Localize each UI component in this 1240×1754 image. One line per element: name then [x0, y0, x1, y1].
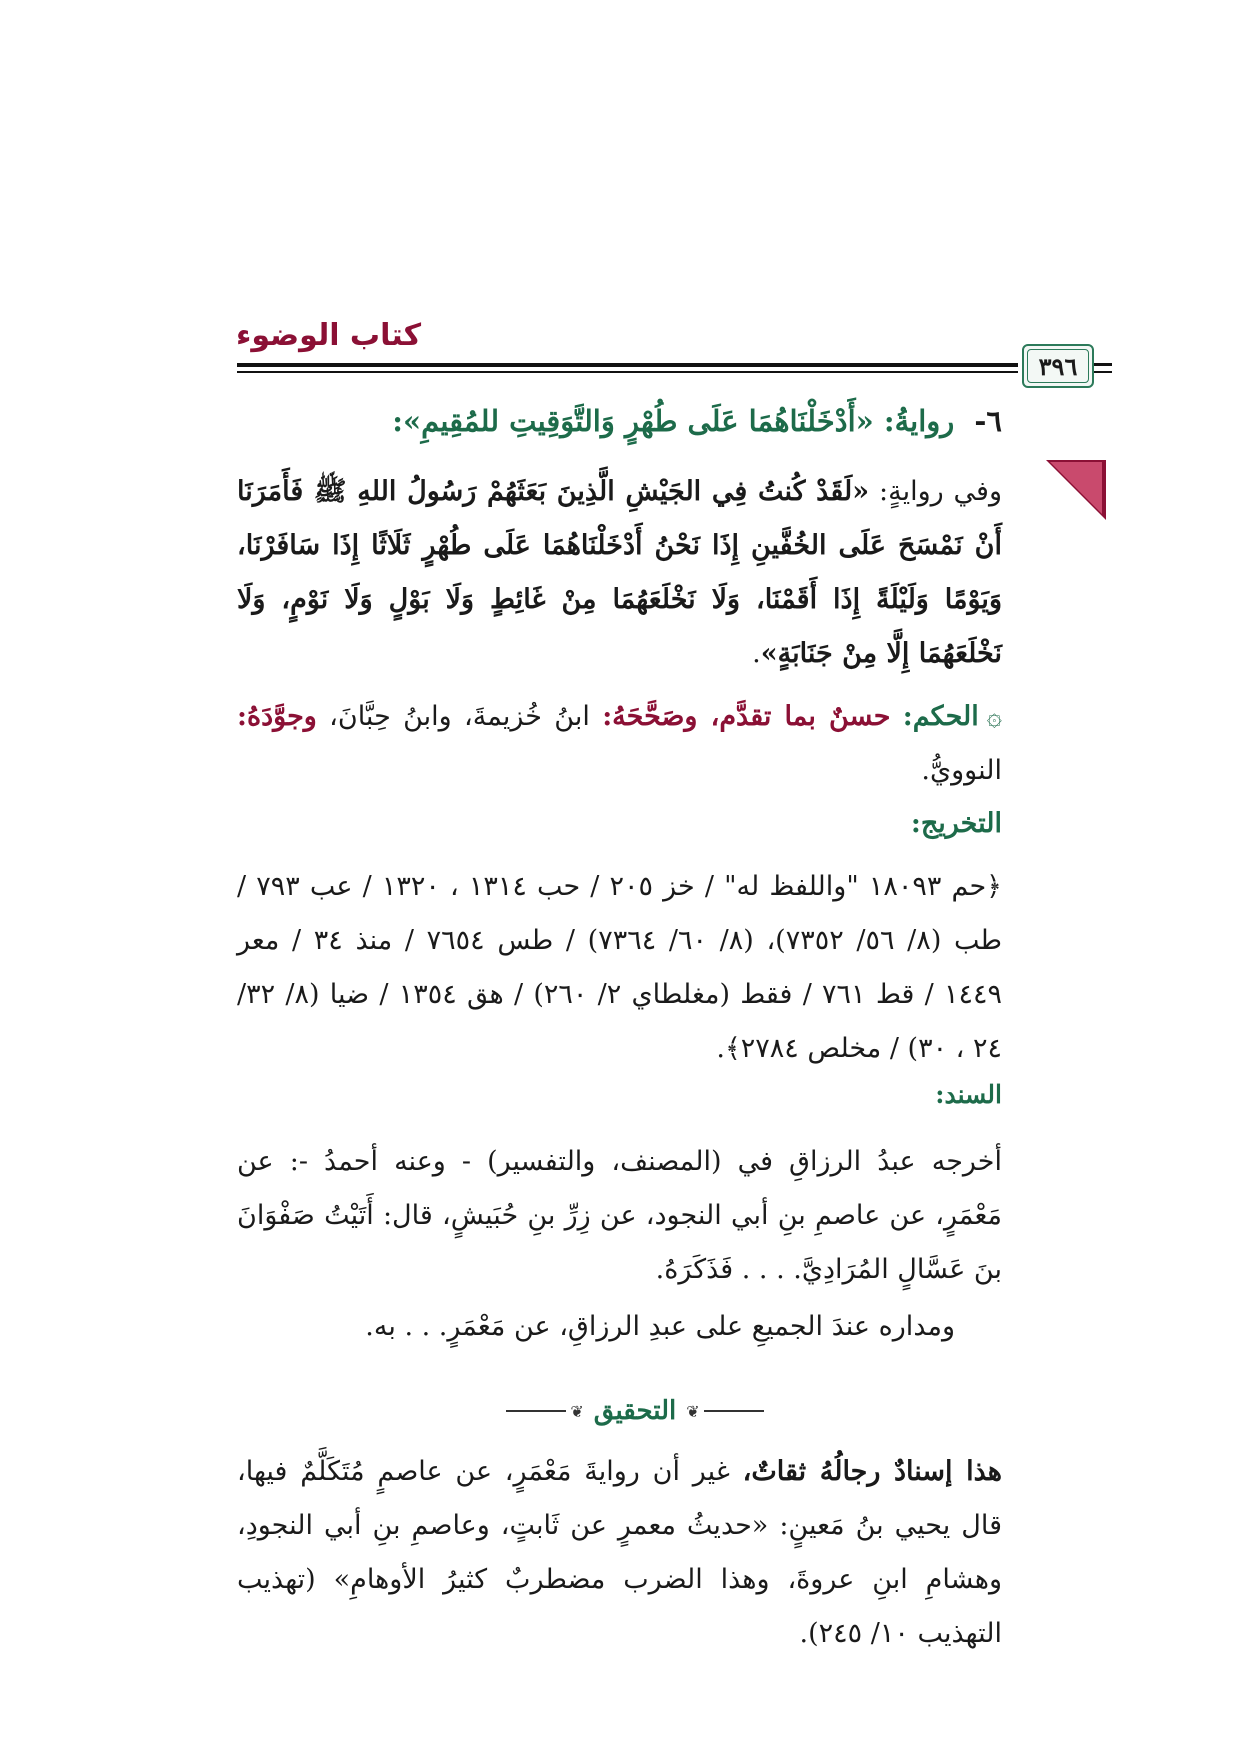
header-rule: [237, 363, 1018, 367]
narration-text: «لَقَدْ كُنتُ فِي الجَيْشِ الَّذِينَ بَعَثَهُمْ رَسُولُ اللهِ ﷺ فَأَمَرَنَا أَنْ نَمْسَحَ عَلَى الخُفَّينِ إِذَا نَحْنُ أَدْخَلْنَاهُمَا عَلَى طُهْرٍ ثَلَاثًا إِذَا سَافَرْنَا، وَيَوْمًا وَلَيْلَةً إِذَا أَقَمْنَا، وَلَا نَخْلَعَهُمَا مِنْ غَائِطٍ وَلَا بَوْلٍ وَلَا نَوْمٍ، وَلَا نَخْلَعَهُمَا إِلَّا مِنْ جَنَابَةٍ»: [237, 476, 1002, 669]
narration-paragraph: [237, 465, 1002, 681]
madar-text: ومداره عندَ الجميعِ على عبدِ الرزاقِ، عن مَعْمَرٍ. . . به.: [365, 1311, 955, 1342]
ruling-paragraph: [237, 690, 1002, 798]
tahqiq-label: التحقيق: [593, 1396, 677, 1426]
ornament-icon: ❦: [570, 1401, 584, 1421]
header-rule-right: [1092, 363, 1112, 366]
section-number: ٦-: [974, 404, 1002, 438]
sanad-text: أخرجه عبدُ الرزاقِ في (المصنف، والتفسير) - وعنه أحمدُ -: عن مَعْمَرٍ، عن عاصمِ بنِ أبي النجود، عن زِرِّ بنِ حُبَيشٍ، قال: أَتَيْتُ صَفْوَانَ بنَ عَسَّالٍ المُرَادِيَّ. . . . فَذَكَرَهُ.: [237, 1146, 1002, 1285]
divider-line-right: [704, 1410, 764, 1412]
tahqiq-divider: [505, 1396, 765, 1426]
ruling-label-2: وجوَّدَهُ:: [237, 701, 317, 732]
sanad-label: السند:: [935, 1080, 1002, 1109]
takhrij-paragraph: [237, 860, 1002, 1076]
flower-icon: ۞: [986, 702, 1002, 732]
ruling-verdict: حسنٌ بما تقدَّم، وصَحَّحَهُ:: [602, 701, 891, 732]
takhrij-label: التخريج:: [910, 808, 1002, 839]
divider-line-left: [506, 1410, 566, 1412]
narration-end: .: [752, 638, 761, 669]
narration-intro: وفي روايةٍ:: [869, 476, 1002, 507]
header-rule-right-thin: [1092, 371, 1112, 373]
header-rule-thin: [237, 371, 1018, 373]
takhrij-text: ﴿حم ١٨٠٩٣ "واللفظ له" / خز ٢٠٥ / حب ١٣١٤ ، ١٣٢٠ / عب ٧٩٣ / طب (٨/ ٥٦/ ٧٣٥٢)، (٨/ ٦٠/ ٧٣٦٤) / طس ٧٦٥٤ / منذ ٣٤ / معر ١٤٤٩ / قط ٧٦١ / فقط (مغلطاي ٢/ ٢٦٠) / هق ١٣٥٤ / ضيا (٨/ ٣٢/ ٢٤ ، ٣٠) / مخلص ٢٧٨٤﴾.: [237, 871, 1003, 1064]
tahqiq-paragraph: [237, 1445, 1002, 1661]
page-number: ٣٩٦: [1038, 351, 1078, 381]
ruling-text-2: النوويُّ.: [921, 755, 1002, 786]
corner-ornament: [1046, 460, 1106, 520]
madar-paragraph: [235, 1300, 955, 1354]
tahqiq-lead: هذا إسنادٌ رجالُهُ ثقاتٌ،: [742, 1456, 1003, 1487]
section-title: روايةُ: «أَدْخَلْنَاهُمَا عَلَى طُهْرٍ وَالتَّوَقِيتِ للمُقِيمِ»:: [392, 404, 955, 438]
ruling-text: ابنُ خُزيمةَ، وابنُ حِبَّانَ،: [316, 701, 603, 732]
ruling-label: الحكم:: [902, 701, 979, 732]
page-number-box: [1022, 344, 1094, 388]
ornament-icon: ❦: [686, 1401, 700, 1421]
sanad-paragraph: [237, 1135, 1002, 1297]
book-title: كتاب الوضوء: [236, 318, 422, 353]
section-heading: [392, 404, 1002, 438]
tahqiq-text: غير أن روايةَ مَعْمَرٍ، عن عاصمٍ مُتَكَلَّمٌ فيها، قال يحيي بنُ مَعينٍ: «حديثُ معمرٍ عن ثَابتٍ، وعاصمِ بنِ أبي النجودِ، وهشامِ ابنِ عروةَ، وهذا الضرب مضطربٌ كثيرُ الأوهامِ» (تهذيب التهذيب ١٠/ ٢٤٥).: [237, 1456, 1002, 1649]
